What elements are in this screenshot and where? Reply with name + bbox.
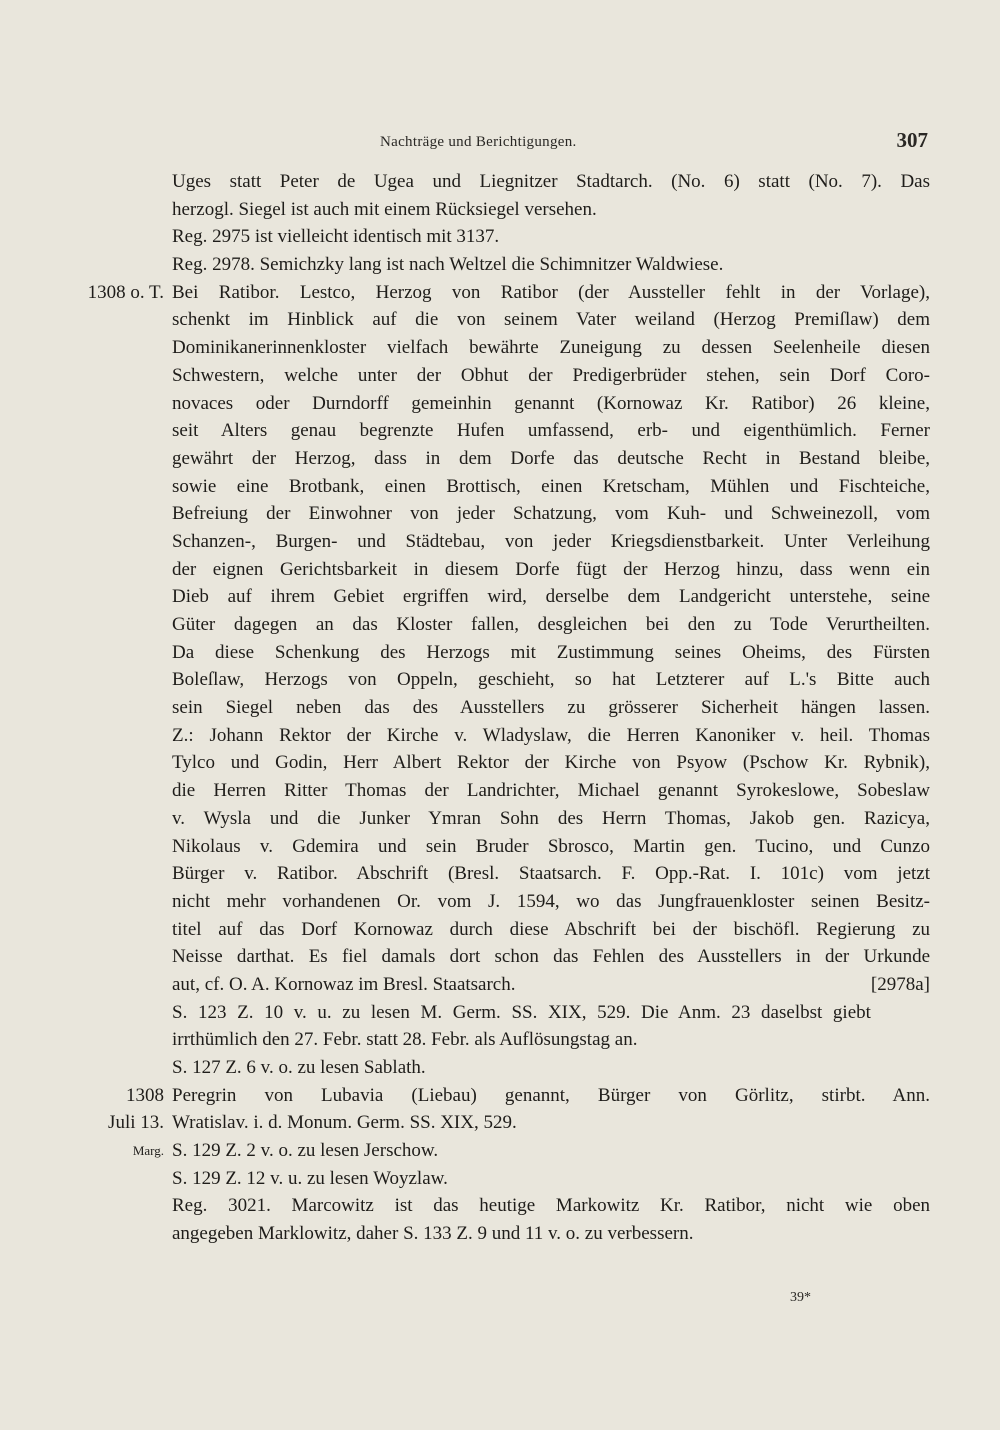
line-text: v. Wysla und die Junker Ymran Sohn des Herrn Thomas, Jakob gen. Razicya, — [172, 807, 930, 829]
signature-mark: 39* — [790, 1290, 811, 1305]
text-line — [172, 528, 930, 556]
line-text: Güter dagegen an das Kloster fallen, desgleichen bei den zu Tode Verurtheilten. — [172, 614, 930, 635]
line-text: seit Alters genau begrenzte Hufen umfassend, erb- und eigenthümlich. Ferner — [172, 420, 930, 442]
margin-note: Marg. — [132, 1143, 164, 1159]
line-text: Boleſlaw, Herzogs von Oppeln, geschieht, so hat Letzterer auf L.'s Bitte auch — [172, 669, 930, 691]
text-line — [172, 473, 930, 501]
text-line — [172, 916, 930, 944]
page-header — [172, 128, 932, 158]
line-text: herzogl. Siegel ist auch mit einem Rücksiegel versehen. — [172, 198, 597, 220]
line-text: Wratislav. i. d. Monum. Germ. SS. XIX, 529. — [172, 1112, 517, 1134]
text-line — [172, 694, 930, 722]
text-line — [172, 888, 930, 916]
margin-date: 1308 — [126, 1084, 164, 1106]
line-text: Schwestern, welche unter der Obhut der Predigerbrüder stehen, sein Dorf Coro- — [172, 364, 930, 386]
text-line — [172, 611, 930, 639]
line-text: schenkt im Hinblick auf die von seinem Vater weiland (Herzog Premiſlaw) dem — [172, 309, 930, 331]
text-line — [172, 1165, 930, 1193]
text-line — [172, 666, 930, 694]
line-text: S. 127 Z. 6 v. o. zu lesen Sablath. — [172, 1057, 426, 1078]
line-text: die Herren Ritter Thomas der Landrichter, Michael genannt Syrokeslowe, Sobeslaw — [172, 780, 930, 802]
text-line — [172, 777, 930, 805]
text-line — [172, 390, 930, 418]
line-text: sowie eine Brotbank, einen Brottisch, einen Kretscham, Mühlen und Fischteiche, — [172, 475, 930, 497]
text-line — [172, 1054, 930, 1082]
text-line — [172, 306, 930, 334]
margin-date: Juli 13. — [108, 1112, 164, 1134]
text-line — [172, 971, 930, 999]
text-line — [172, 1026, 930, 1054]
text-line — [172, 556, 930, 584]
text-line — [132, 1137, 930, 1165]
line-text: Schanzen-, Burgen- und Städtebau, von jeder Kriegsdienstbarkeit. Unter Verleihung — [172, 530, 930, 552]
text-line — [126, 1082, 930, 1110]
text-line — [108, 1109, 930, 1137]
line-text: Reg. 2978. Semichzky lang ist nach Weltzel die Schimnitzer Waldwiese. — [172, 254, 724, 276]
line-text: sein Siegel neben das des Ausstellers zu grösserer Sicherheit hängen lassen. — [172, 697, 930, 719]
line-text: titel auf das Dorf Kornowaz durch diese Abschrift bei der bischöfl. Regierung zu — [172, 918, 930, 940]
text-line — [172, 722, 930, 750]
text-line — [172, 362, 930, 390]
text-line — [172, 168, 930, 196]
margin-date: 1308 o. T. — [87, 281, 164, 303]
text-line — [172, 833, 930, 861]
text-line — [172, 196, 930, 224]
text-line — [172, 500, 930, 528]
line-text: S. 129 Z. 2 v. o. zu lesen Jerschow. — [172, 1140, 439, 1162]
text-line — [172, 943, 930, 971]
text-line — [172, 999, 930, 1027]
line-text: Z.: Johann Rektor der Kirche v. Wladyslaw, die Herren Kanoniker v. heil. Thomas — [172, 724, 930, 746]
line-text: Da diese Schenkung des Herzogs mit Zustimmung seines Oheims, des Fürsten — [172, 641, 930, 663]
line-text: S. 123 Z. 10 v. u. zu lesen M. Germ. SS. XIX, 529. Die Anm. 23 daselbst giebt — [172, 1001, 871, 1023]
text-line — [87, 279, 930, 307]
line-text: aut, cf. O. A. Kornowaz im Bresl. Staatsarch. — [172, 973, 516, 995]
text-line — [172, 583, 930, 611]
line-text: Reg. 2975 ist vielleicht identisch mit 3137. — [172, 226, 500, 248]
body-text — [87, 168, 930, 1248]
text-line — [172, 1192, 930, 1220]
line-text: angegeben Marklowitz, daher S. 133 Z. 9 und 11 v. o. zu verbessern. — [172, 1223, 694, 1245]
line-text: Reg. 3021. Marcowitz ist das heutige Markowitz Kr. Ratibor, nicht wie oben — [172, 1195, 930, 1217]
text-line — [172, 251, 930, 279]
line-text: Nikolaus v. Gdemira und sein Bruder Sbrosco, Martin gen. Tucino, und Cunzo — [172, 835, 930, 857]
line-text: Uges statt Peter de Ugea und Liegnitzer Stadtarch. (No. 6) statt (No. 7). Das — [172, 171, 930, 192]
text-line — [172, 639, 930, 667]
running-title: Nachträge und Berichtigungen. — [380, 134, 577, 150]
page-number: 307 — [896, 128, 928, 152]
line-text: novaces oder Durndorff gemeinhin genannt (Kornowaz Kr. Ratibor) 26 kleine, — [172, 392, 930, 414]
line-text: gewährt der Herzog, dass in dem Dorfe das deutsche Recht in Bestand bleibe, — [172, 447, 930, 469]
line-text: der eignen Gerichtsbarkeit in diesem Dorfe fügt der Herzog hinzu, dass wenn ein — [172, 558, 930, 580]
line-text: Neisse darthat. Es fiel damals dort schon das Fehlen des Ausstellers in der Urkunde — [172, 946, 930, 968]
text-line — [172, 223, 930, 251]
text-line — [172, 445, 930, 473]
line-text: Bürger v. Ratibor. Abschrift (Bresl. Staatsarch. F. Opp.-Rat. I. 101c) vom jetzt — [172, 863, 930, 885]
line-text: Tylco und Godin, Herr Albert Rektor der Kirche von Psyow (Pschow Kr. Rybnik), — [172, 752, 930, 774]
regest-reference: [2978a] — [870, 973, 930, 995]
text-line — [172, 860, 930, 888]
line-text: nicht mehr vorhandenen Or. vom J. 1594, wo das Jungfrauenkloster seinen Besitz- — [172, 890, 930, 912]
line-text: Dominikanerinnenkloster vielfach bewährte Zuneigung zu dessen Seelenheile diesen — [172, 337, 930, 359]
line-text: irrthümlich den 27. Febr. statt 28. Febr. als Auflösungstag an. — [172, 1029, 638, 1051]
text-line — [172, 805, 930, 833]
line-text: S. 129 Z. 12 v. u. zu lesen Woyzlaw. — [172, 1167, 448, 1189]
text-line — [172, 417, 930, 445]
line-text: Befreiung der Einwohner von jeder Schatzung, vom Kuh- und Schweinezoll, vom — [172, 503, 930, 525]
line-text: Peregrin von Lubavia (Liebau) genannt, Bürger von Görlitz, stirbt. Ann. — [172, 1084, 930, 1106]
line-text: Dieb auf ihrem Gebiet ergriffen wird, derselbe dem Landgericht unterstehe, seine — [172, 586, 930, 608]
text-line — [172, 749, 930, 777]
text-line — [172, 1220, 930, 1248]
text-line — [172, 334, 930, 362]
line-text: Bei Ratibor. Lestco, Herzog von Ratibor (der Aussteller fehlt in der Vorlage), — [172, 281, 930, 303]
